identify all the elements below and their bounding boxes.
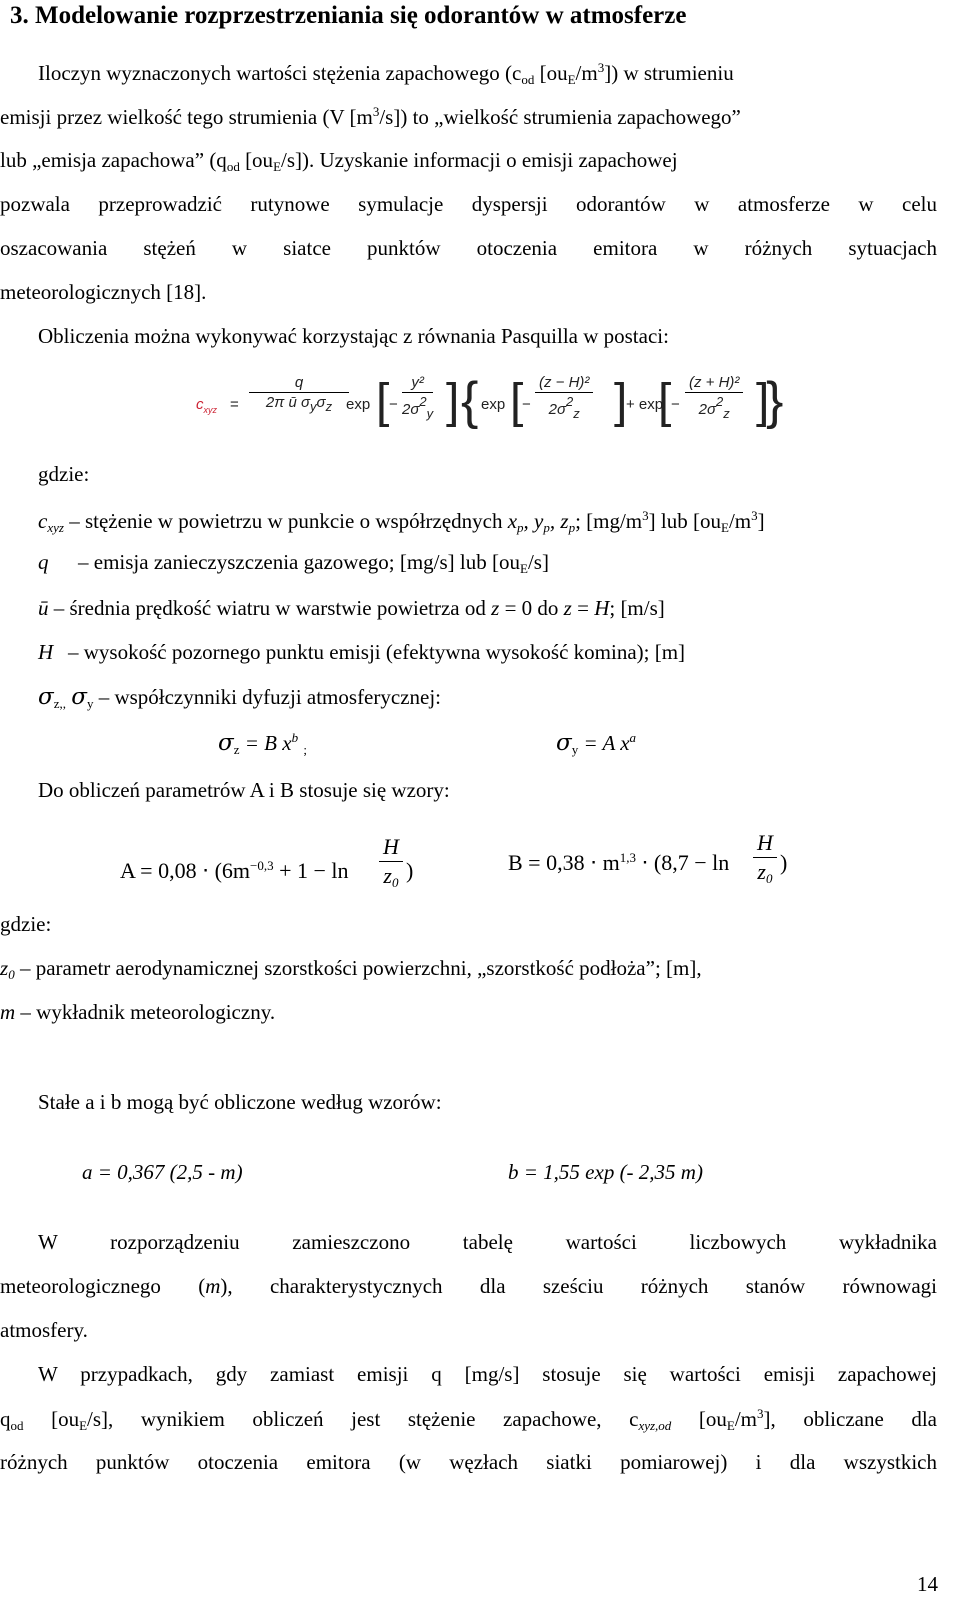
p1-line1: Iloczyn wyznaczonych wartości stężenia zapachowego ($c_{od}$ $[ou_E/m^3]$) w strumieniu <box>38 60 734 87</box>
def-z0: $z_0$ – parametr aerodynamicznej szorstkości powierzchni, „szorstkość podłoża”; [m], <box>0 956 702 982</box>
p6-line2: $q_{od}$ $[ou_E/s]$, wynikiem obliczeń jest stężenie zapachowe, $c_{xyz,od}$ $[ou_E/m^3]$, obliczane dla <box>0 1406 938 1433</box>
p4: Stałe a i b mogą być obliczone według wzorów: <box>38 1090 442 1114</box>
page-number: 14 <box>917 1572 938 1596</box>
gdzie-label-2: gdzie: <box>0 912 52 936</box>
p1-line4: pozwala przeprowadzić rutynowe symulacje dyspersji odorantów w atmosferze w celu <box>0 192 937 216</box>
def-H: H – wysokość pozornego punktu emisji (efektywna wysokość komina); [m] <box>38 640 686 664</box>
pasquill-formula: $c_{xyz}$ = q 2π ū $\sigma_y\sigma_z$ exp [ − $\frac{\text{y²}}{2\sigma^2_y}$ ] { exp [ − $\frac{\text{(z − H)²}}{2\sigma^2_z}$ ] + exp [ − $\frac{\text{(z + H)²}}{2\sigma^2_z}$ ] } <box>196 372 784 430</box>
def-u: ū – średnia prędkość wiatru w warstwie powietrza od z = 0 do z = H; [m/s] <box>38 596 665 620</box>
section-heading: 3. Modelowanie rozprzestrzeniania się odorantów w atmosferze <box>10 2 687 29</box>
eq-b: b = 1,55 exp (- 2,35 m) <box>508 1160 703 1184</box>
p5-line2: meteorologicznego (m), charakterystycznych dla sześciu różnych stanów równowagi <box>0 1274 937 1298</box>
def-cxyz: $c_{xyz}$ – stężenie w powietrzu w punkcie o współrzędnych $x_p$, $y_p$, $z_p$; $[mg/m^3]$ lub $[ou_E/m^3]$ <box>38 508 765 535</box>
gdzie-label-1: gdzie: <box>38 462 90 486</box>
p1-line2: emisji przez wielkość tego strumienia (V $[m^3/s]$) to „wielkość strumienia zapachowego” <box>0 104 741 129</box>
p1-line3: lub „emisja zapachowa” ($q_{od}$ $[ou_E/s]$). Uzyskanie informacji o emisji zapachowej <box>0 148 678 174</box>
p5-line3: atmosfery. <box>0 1318 88 1342</box>
eq-a: a = 0,367 (2,5 - m) <box>82 1160 243 1184</box>
sigma-y-formula: $\sigma_y = A$ $x^a$ <box>556 730 637 757</box>
def-q: q – emisja zanieczyszczenia gazowego; [mg/s] lub $[ou_E/s]$ <box>38 550 549 576</box>
p6-line3: różnych punktów otoczenia emitora (w węzłach siatki pomiarowej) i dla wszystkich <box>0 1450 937 1474</box>
p3: Do obliczeń parametrów A i B stosuje się wzory: <box>38 778 450 802</box>
p1-line5: oszacowania stężeń w siatce punktów otoczenia emitora w różnych sytuacjach <box>0 236 937 260</box>
def-sigma: $\sigma_{z,,}$ $\sigma_y$ – współczynniki dyfuzji atmosferycznej: <box>38 684 442 711</box>
p5-line1: W rozporządzeniu zamieszczono tabelę wartości liczbowych wykładnika <box>38 1230 937 1254</box>
p1-line6: meteorologicznych [18]. <box>0 280 207 304</box>
sigma-z-formula: $\sigma_z = B$ $x^b$ $_;$ <box>218 730 307 757</box>
def-m: m – wykładnik meteorologiczny. <box>0 1000 276 1024</box>
p6-line1: W przypadkach, gdy zamiast emisji q [mg/s] stosuje się wartości emisji zapachowej <box>38 1362 937 1386</box>
p2: Obliczenia można wykonywać korzystając z równania Pasquilla w postaci: <box>38 324 669 348</box>
